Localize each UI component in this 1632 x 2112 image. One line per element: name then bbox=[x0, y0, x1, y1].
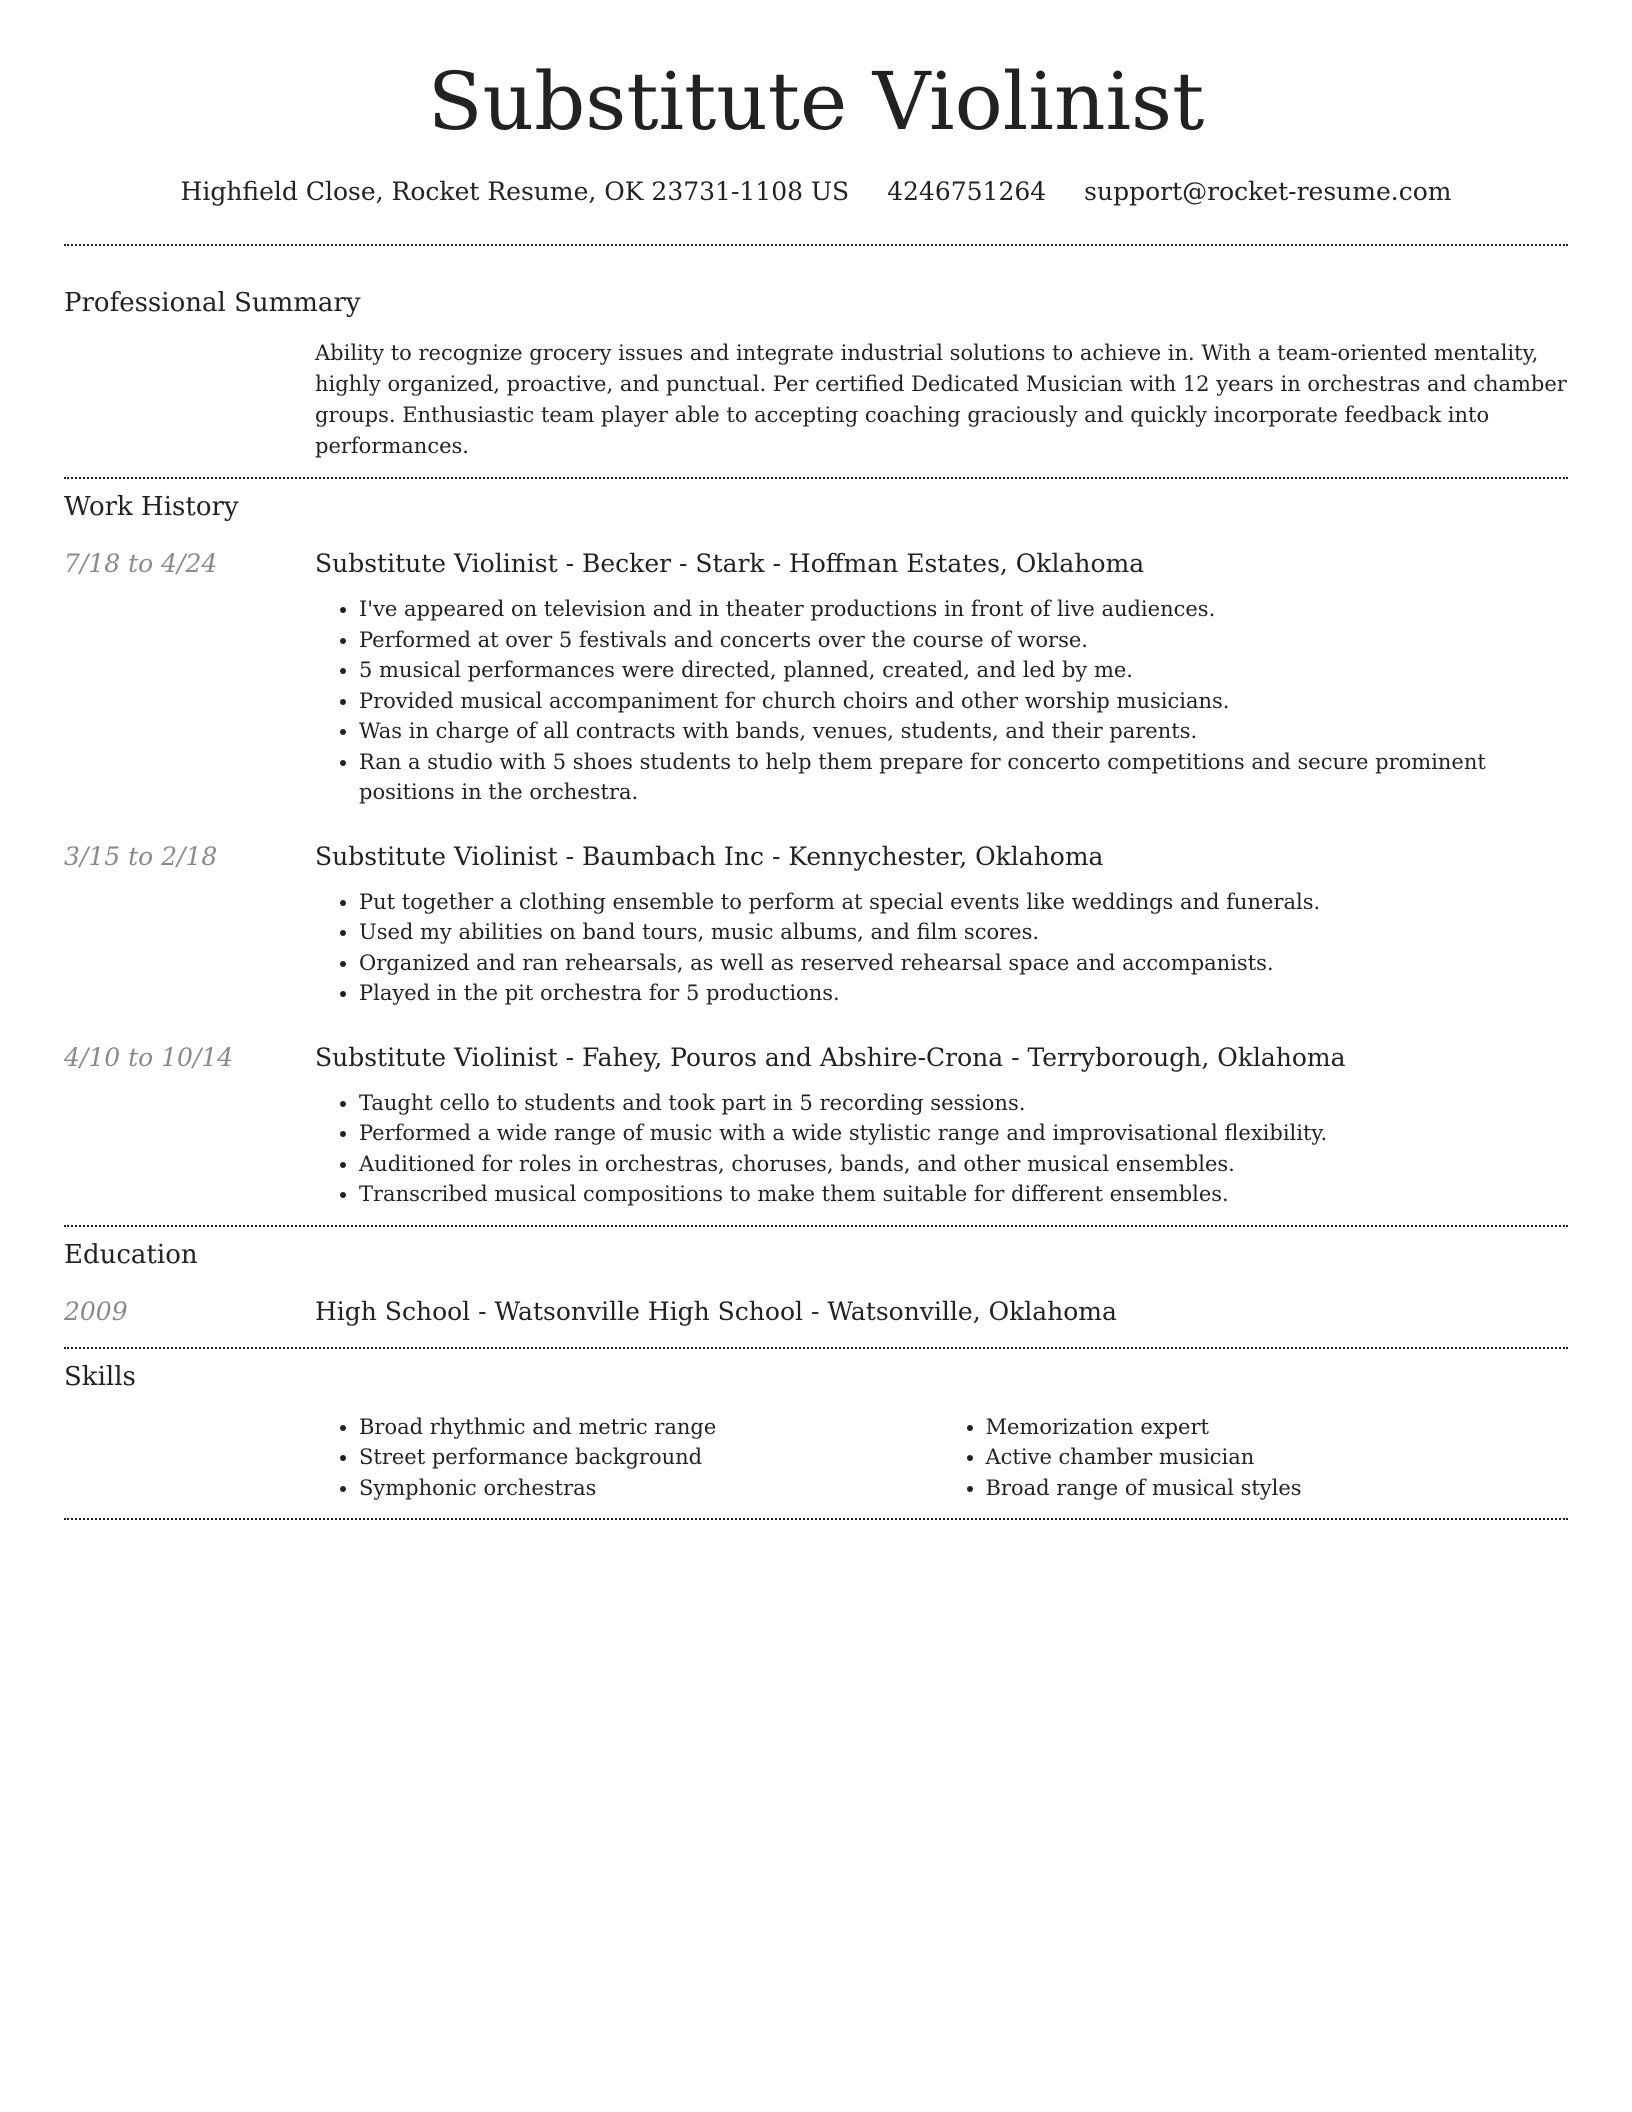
education-year: 2009 bbox=[64, 1296, 128, 1326]
divider bbox=[64, 1518, 1568, 1520]
education-entry bbox=[64, 1295, 1568, 1329]
job-entry bbox=[64, 840, 1568, 1009]
list-item: • Performed a wide range of music with a wide stylistic range and improvisational flexibility. bbox=[359, 1118, 1568, 1149]
section-title-summary: Professional Summary bbox=[64, 288, 361, 318]
job-dates: 4/10 to 10/14 bbox=[64, 1042, 234, 1072]
job-entry bbox=[64, 1041, 1568, 1210]
job-title: Substitute Violinist - Becker - Stark - Hoffman Estates, Oklahoma bbox=[315, 549, 1145, 578]
education-title: High School - Watsonville High School - Watsonville, Oklahoma bbox=[315, 1296, 1117, 1326]
list-item: • Auditioned for roles in orchestras, choruses, bands, and other musical ensembles. bbox=[359, 1149, 1568, 1180]
list-item: • Used my abilities on band tours, music albums, and film scores. bbox=[359, 917, 1568, 948]
list-item: • Performed at over 5 festivals and concerts over the course of worse. bbox=[359, 625, 1568, 656]
skills-column-2 bbox=[942, 1412, 1569, 1504]
summary-section bbox=[64, 246, 1568, 462]
phone: 4246751264 bbox=[887, 177, 1047, 206]
list-item: • Symphonic orchestras bbox=[359, 1473, 942, 1504]
candidate-name: Substitute Violinist bbox=[427, 55, 1205, 148]
summary-text: Ability to recognize grocery issues and integrate industrial solutions to achieve in. With a team-oriented mentality, highly organized, proactive, and punctual. Per certified Dedicated Musician with 12 years in orchestras and chamber groups. Enthusiastic team player able to accepting coaching graciously and quickly incorporate feedback into performances. bbox=[315, 341, 1567, 458]
job-bullets bbox=[315, 594, 1568, 808]
skills-column-1 bbox=[315, 1412, 942, 1504]
list-item: • Provided musical accompaniment for church choirs and other worship musicians. bbox=[359, 686, 1568, 717]
skills-grid bbox=[315, 1412, 1568, 1504]
job-bullets bbox=[315, 887, 1568, 1009]
list-item: • Broad rhythmic and metric range bbox=[359, 1412, 942, 1443]
section-title-work: Work History bbox=[64, 492, 239, 522]
list-item: • Memorization expert bbox=[986, 1412, 1569, 1443]
list-item: • Taught cello to students and took part in 5 recording sessions. bbox=[359, 1088, 1568, 1119]
work-history-section bbox=[64, 479, 1568, 1210]
job-dates: 7/18 to 4/24 bbox=[64, 549, 218, 578]
skills-section bbox=[64, 1349, 1568, 1504]
job-dates: 3/15 to 2/18 bbox=[64, 841, 218, 871]
education-section bbox=[64, 1227, 1568, 1329]
list-item: • Street performance background bbox=[359, 1442, 942, 1473]
list-item: • Organized and ran rehearsals, as well as reserved rehearsal space and accompanists. bbox=[359, 948, 1568, 979]
list-item: • 5 musical performances were directed, planned, created, and led by me. bbox=[359, 655, 1568, 686]
job-entry bbox=[64, 547, 1568, 808]
list-item: • Was in charge of all contracts with bands, venues, students, and their parents. bbox=[359, 716, 1568, 747]
list-item: • Active chamber musician bbox=[986, 1442, 1569, 1473]
contact-line bbox=[64, 174, 1568, 210]
job-title: Substitute Violinist - Baumbach Inc - Kennychester, Oklahoma bbox=[315, 841, 1104, 871]
job-bullets bbox=[315, 1088, 1568, 1210]
section-title-education: Education bbox=[64, 1239, 198, 1270]
address: Highfield Close, Rocket Resume, OK 23731-1108 US bbox=[180, 177, 850, 206]
list-item: • Put together a clothing ensemble to perform at special events like weddings and funerals. bbox=[359, 887, 1568, 918]
list-item: • Played in the pit orchestra for 5 productions. bbox=[359, 978, 1568, 1009]
list-item: • Broad range of musical styles bbox=[986, 1473, 1569, 1504]
section-title-skills: Skills bbox=[64, 1361, 136, 1392]
list-item: • Transcribed musical compositions to make them suitable for different ensembles. bbox=[359, 1179, 1568, 1210]
list-item: • Ran a studio with 5 shoes students to help them prepare for concerto competitions and secure prominent positions in the orchestra. bbox=[359, 747, 1568, 808]
email: support@rocket-resume.com bbox=[1084, 177, 1452, 206]
job-title: Substitute Violinist - Fahey, Pouros and Abshire-Crona - Terryborough, Oklahoma bbox=[315, 1042, 1346, 1072]
list-item: • I've appeared on television and in theater productions in front of live audiences. bbox=[359, 594, 1568, 625]
